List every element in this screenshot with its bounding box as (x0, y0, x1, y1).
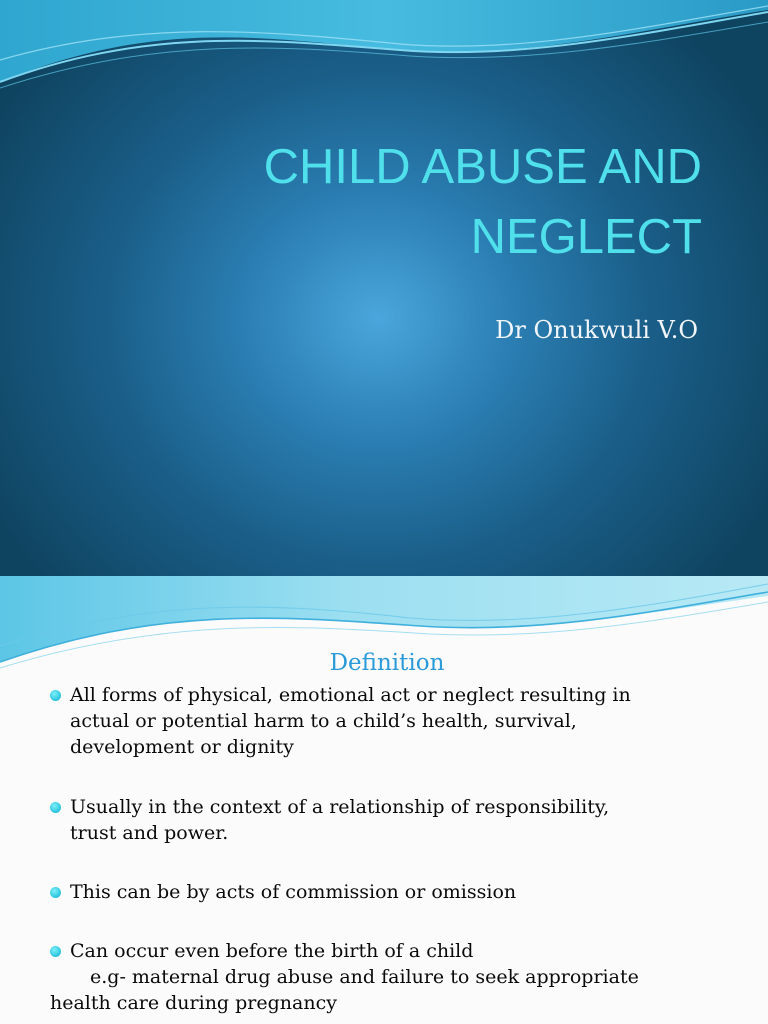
bullet-text-line: development or dignity (70, 736, 294, 758)
bullet-text-line: trust and power. (70, 822, 229, 844)
bullet-item (50, 682, 730, 760)
bullet-list (0, 576, 768, 1024)
slide-heading: Definition (329, 650, 445, 676)
bullet-dot-icon (50, 887, 61, 898)
bullet-example-line: health care during pregnancy (50, 992, 337, 1014)
bullet-item (50, 879, 730, 905)
slide-title (142, 132, 702, 272)
bullet-text-line: All forms of physical, emotional act or neglect resulting in (70, 684, 631, 706)
wave-decoration-top (0, 0, 768, 100)
bullet-item (50, 794, 730, 846)
bullet-dot-icon (50, 802, 61, 813)
slide-subtitle: Dr Onukwuli V.O (495, 316, 698, 344)
slide-title-line-2: NEGLECT (470, 210, 702, 264)
bullet-dot-icon (50, 946, 61, 957)
bullet-text-line: actual or potential harm to a child’s health, survival, (70, 710, 577, 732)
bullet-text-line: This can be by acts of commission or omission (70, 881, 517, 903)
bullet-item (50, 938, 730, 1016)
bullet-text-line: Can occur even before the birth of a child (70, 940, 474, 962)
bullet-text-line: Usually in the context of a relationship of responsibility, (70, 796, 610, 818)
bullet-dot-icon (50, 690, 61, 701)
content-slide (0, 576, 768, 1024)
bullet-example-line: e.g- maternal drug abuse and failure to seek appropriate (90, 966, 639, 988)
slide-title-line-1: CHILD ABUSE AND (263, 140, 702, 194)
